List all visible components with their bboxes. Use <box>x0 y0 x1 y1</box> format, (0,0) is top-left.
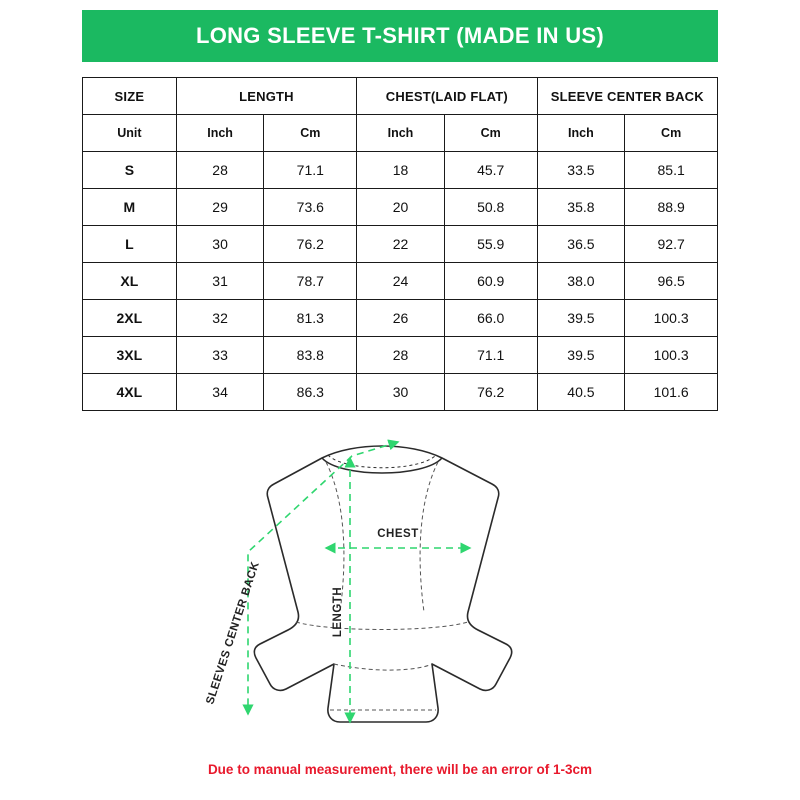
cell-size: M <box>83 189 177 226</box>
cell-chest-cm: 60.9 <box>444 263 537 300</box>
cell-size: L <box>83 226 177 263</box>
header-sleeve-cm: Cm <box>625 115 718 152</box>
garment-diagram <box>0 412 800 752</box>
cell-chest-inch: 22 <box>357 226 445 263</box>
cell-sleeve-cm: 85.1 <box>625 152 718 189</box>
cell-length-inch: 32 <box>176 300 264 337</box>
header-chest: CHEST(LAID FLAT) <box>357 78 537 115</box>
cell-size: 2XL <box>83 300 177 337</box>
cell-length-inch: 30 <box>176 226 264 263</box>
table-row <box>83 226 718 263</box>
header-length: LENGTH <box>176 78 356 115</box>
cell-length-inch: 28 <box>176 152 264 189</box>
cell-length-cm: 73.6 <box>264 189 357 226</box>
header-length-cm: Cm <box>264 115 357 152</box>
table-header-units <box>83 115 718 152</box>
header-chest-cm: Cm <box>444 115 537 152</box>
cell-length-inch: 34 <box>176 374 264 411</box>
table-row <box>83 263 718 300</box>
cell-chest-cm: 76.2 <box>444 374 537 411</box>
header-unit: Unit <box>83 115 177 152</box>
cell-chest-inch: 24 <box>357 263 445 300</box>
cell-length-cm: 81.3 <box>264 300 357 337</box>
table-header-groups <box>83 78 718 115</box>
cell-sleeve-inch: 40.5 <box>537 374 625 411</box>
cell-length-cm: 83.8 <box>264 337 357 374</box>
cell-sleeve-inch: 39.5 <box>537 337 625 374</box>
cell-sleeve-cm: 96.5 <box>625 263 718 300</box>
label-sleeve: SLEEVES CENTER BACK <box>204 560 262 706</box>
cell-sleeve-cm: 88.9 <box>625 189 718 226</box>
cell-length-inch: 31 <box>176 263 264 300</box>
header-length-inch: Inch <box>176 115 264 152</box>
cell-chest-inch: 28 <box>357 337 445 374</box>
header-sleeve-inch: Inch <box>537 115 625 152</box>
header-size: SIZE <box>83 78 177 115</box>
cell-sleeve-inch: 35.8 <box>537 189 625 226</box>
label-chest: CHEST <box>377 528 419 540</box>
cell-sleeve-cm: 100.3 <box>625 300 718 337</box>
cell-chest-cm: 71.1 <box>444 337 537 374</box>
cell-sleeve-inch: 39.5 <box>537 300 625 337</box>
header-sleeve: SLEEVE CENTER BACK <box>537 78 717 115</box>
table-row <box>83 189 718 226</box>
cell-sleeve-inch: 33.5 <box>537 152 625 189</box>
cell-chest-inch: 20 <box>357 189 445 226</box>
label-length: LENGTH <box>332 586 344 638</box>
cell-length-cm: 78.7 <box>264 263 357 300</box>
table-row <box>83 337 718 374</box>
cell-size: S <box>83 152 177 189</box>
measurement-disclaimer: Due to manual measurement, there will be an error of 1-3cm <box>207 762 593 777</box>
cell-length-cm: 71.1 <box>264 152 357 189</box>
cell-sleeve-inch: 38.0 <box>537 263 625 300</box>
cell-length-cm: 86.3 <box>264 374 357 411</box>
cell-sleeve-cm: 92.7 <box>625 226 718 263</box>
cell-length-inch: 33 <box>176 337 264 374</box>
cell-chest-cm: 45.7 <box>444 152 537 189</box>
table-row <box>83 152 718 189</box>
shirt-outline <box>254 446 511 722</box>
cell-size: XL <box>83 263 177 300</box>
cell-chest-inch: 26 <box>357 300 445 337</box>
header-banner <box>82 10 718 62</box>
cell-chest-inch: 18 <box>357 152 445 189</box>
header-chest-inch: Inch <box>357 115 445 152</box>
cell-size: 4XL <box>83 374 177 411</box>
cell-chest-inch: 30 <box>357 374 445 411</box>
cell-length-inch: 29 <box>176 189 264 226</box>
cell-sleeve-inch: 36.5 <box>537 226 625 263</box>
cell-length-cm: 76.2 <box>264 226 357 263</box>
cell-chest-cm: 55.9 <box>444 226 537 263</box>
cell-size: 3XL <box>83 337 177 374</box>
size-table <box>82 77 718 411</box>
cell-sleeve-cm: 101.6 <box>625 374 718 411</box>
page-title: LONG SLEEVE T-SHIRT (MADE IN US) <box>195 23 605 48</box>
cell-chest-cm: 66.0 <box>444 300 537 337</box>
cell-sleeve-cm: 100.3 <box>625 337 718 374</box>
table-row <box>83 374 718 411</box>
cell-chest-cm: 50.8 <box>444 189 537 226</box>
table-row <box>83 300 718 337</box>
